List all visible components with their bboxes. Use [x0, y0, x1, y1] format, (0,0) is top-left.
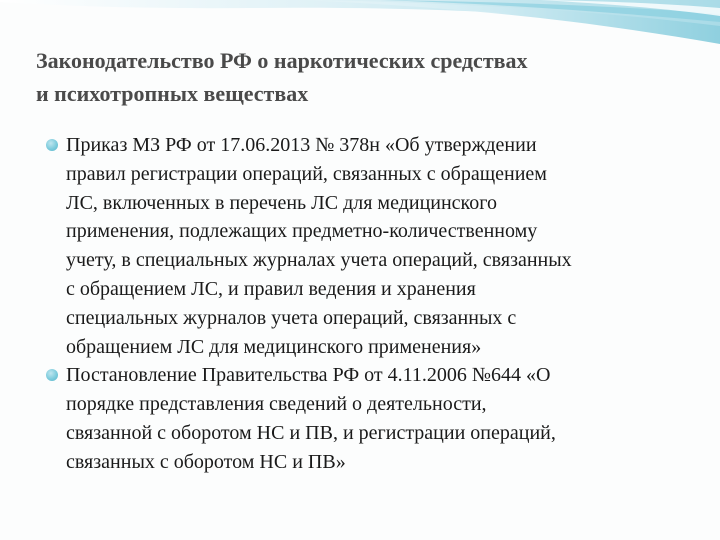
bullet-line: правил регистрации операций, связанных с обращением	[66, 162, 547, 185]
bullet-line: связанных с оборотом НС и ПВ»	[66, 450, 346, 473]
bullet-line: Приказ МЗ РФ от 17.06.2013 № 378н «Об утверждении	[66, 134, 537, 156]
bullet-line: обращением ЛС для медицинского применения»	[66, 335, 482, 358]
bullet-item-order-378n	[46, 131, 686, 361]
bullet-line: связанной с оборотом НС и ПВ, и регистрации операций,	[66, 421, 556, 444]
circle-bullet-icon	[46, 139, 58, 151]
circle-bullet-icon	[46, 369, 58, 381]
bullet-line: Постановление Правительства РФ от 4.11.2006 №644 «О	[66, 364, 551, 387]
slide-title-line-2: и психотропных веществах	[36, 81, 309, 106]
bullet-line: учету, в специальных журналах учета операций, связанных	[66, 249, 572, 272]
slide-title	[36, 44, 696, 110]
bullet-line: с обращением ЛС, и правил ведения и хранения	[66, 277, 476, 300]
bullet-list	[46, 131, 686, 477]
bullet-line: ЛС, включенных в перечень ЛС для медицинского	[66, 191, 497, 214]
slide-title-line-1: Законодательство РФ о наркотических средствах	[36, 48, 528, 73]
bullet-line: специальных журналов учета операций, связанных с	[66, 306, 517, 329]
bullet-line: порядке представления сведений о деятельности,	[66, 393, 487, 416]
bullet-item-decree-644	[46, 361, 686, 476]
bullet-line: применения, подлежащих предметно-количественному	[66, 220, 538, 243]
